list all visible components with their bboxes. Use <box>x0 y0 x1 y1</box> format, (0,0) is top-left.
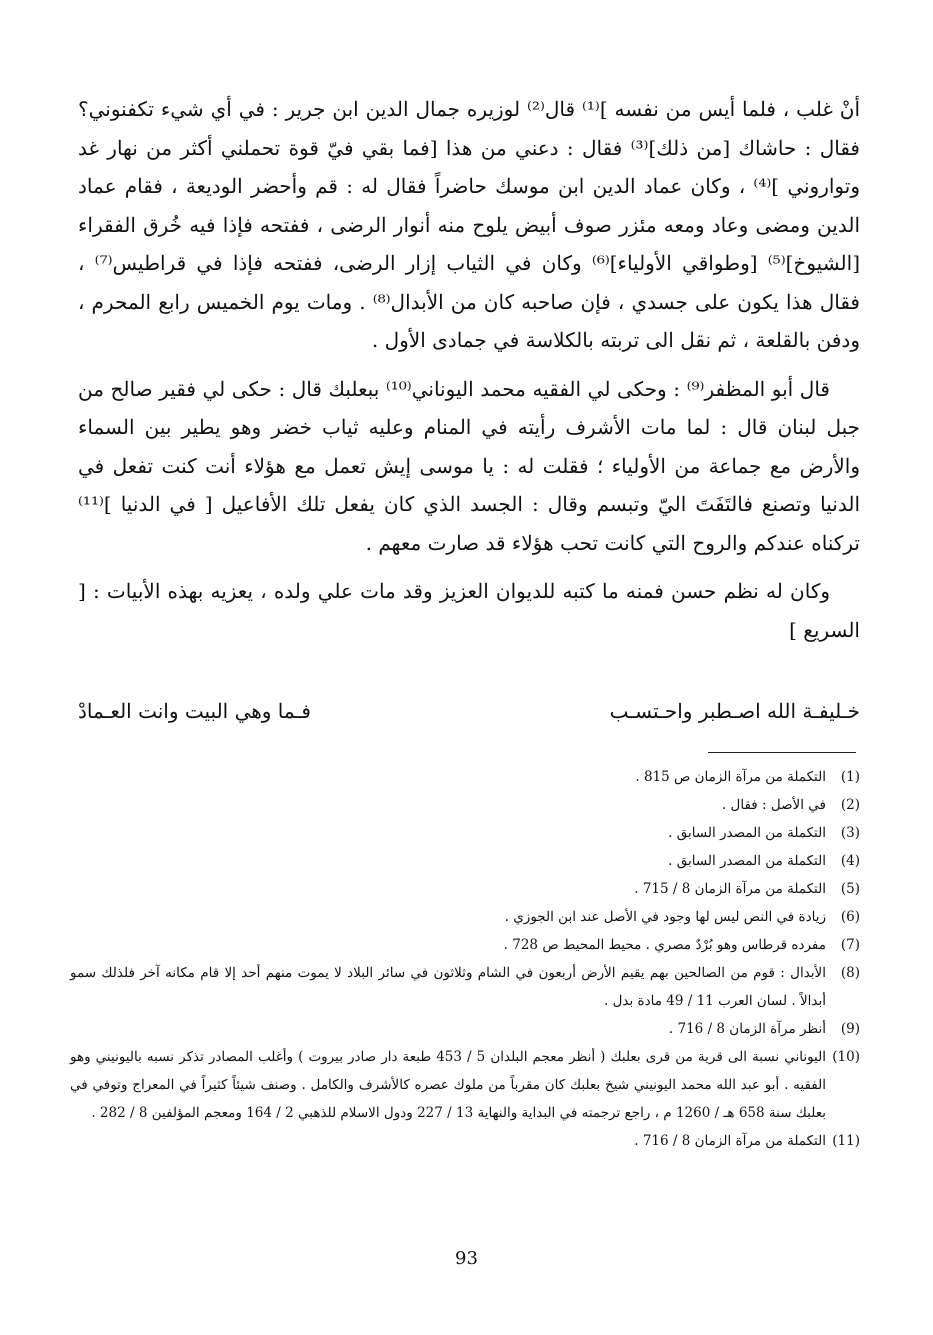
footnote-number: (6) <box>840 909 860 925</box>
page-number: 93 <box>455 1248 478 1269</box>
footnote-separator <box>708 752 856 753</box>
footnote-1 <box>70 763 860 791</box>
paragraph-3: وكان له نظم حسن فمنه ما كتبه للديوان العزيز وقد مات علي ولده ، يعزيه بهذه الأبيات : [ السريع ] <box>78 579 860 642</box>
footnote-text: أنظر مرآة الزمان 8 / 716 . <box>668 1021 826 1037</box>
verse-second-hemistich: فـما وهي البيت وانت العـمادْ <box>78 699 311 723</box>
footnote-number: (7) <box>840 937 860 953</box>
footnote-text: التكملة من المصدر السابق . <box>668 853 826 869</box>
footnote-text: اليوناني نسبة الى قرية من قرى بعلبك ( أنظر معجم البلدان 5 / 453 طبعة دار صادر بيروت ) وأغلب المصادر تذكر نسبه باليونيني وهو الفقيه . أبو عبد الله محمد اليونيني شيخ بعلبك كان مقرباً من ملوك عصره كالأشرف والكامل . وصنف شيئاً كثيراً في المعراج وتوفي في بعلبك سنة 658 هـ / 1260 م ، راجع ترجمته في البداية والنهاية 13 / 227 ودول الاسلام للذهبي 2 / 164 ومعجم المؤلفين 8 / 282 . <box>70 1049 826 1121</box>
footnotes <box>70 763 860 1155</box>
footnote-number: (8) <box>840 965 860 981</box>
footnote-7 <box>70 931 860 959</box>
footnote-5 <box>70 875 860 903</box>
footnote-text: التكملة من مرآة الزمان 8 / 716 . <box>634 1133 826 1149</box>
paragraph-1: أنْ غلب ، فلما أيس من نفسه ]⁽¹⁾ قال⁽²⁾ لوزيره جمال الدين ابن جرير : في أي شيء تكفنوني؟ فقال : حاشاك [من ذلك]⁽³⁾ فقال : دعني من هذا [فما بقي فيّ قوة تحملني أكثر من نهار غد وتواروني ]⁽⁴⁾ ، وكان عماد الدين ابن موسك حاضراً فقال له : قم وأحضر الوديعة ، فقام عماد الدين ومضى وعاد ومعه مئزر صوف أبيض يلوح منه أنوار الرضى ، ففتحه فإذا فيه خُرق الفقراء [الشيوخ]⁽⁵⁾ [وطواقي الأولياء]⁽⁶⁾ وكان في الثياب إزار الرضى، ففتحه فإذا في قراطيس⁽⁷⁾ ، فقال هذا يكون على جسدي ، فإن صاحبه كان من الأبدال⁽⁸⁾ . ومات يوم الخميس رابع المحرم ، ودفن بالقلعة ، ثم نقل الى تربته بالكلاسة في جمادى الأول . <box>78 97 861 352</box>
footnote-text: زيادة في النص ليس لها وجود في الأصل عند ابن الجوزي . <box>504 909 826 925</box>
main-text <box>78 90 860 659</box>
footnote-text: التكملة من مرآة الزمان ص 815 . <box>635 769 826 785</box>
footnote-3 <box>70 819 860 847</box>
footnote-number: (1) <box>840 769 860 785</box>
footnote-10 <box>70 1043 860 1127</box>
footnote-text: الأبدال : قوم من الصالحين بهم يقيم الأرض أربعون في الشام وثلاثون في سائر البلاد لا يموت منهم أحد إلا قام مكانه آخر فلذلك سمو أبدالاً . لسان العرب 11 / 49 مادة بدل . <box>70 965 826 1009</box>
footnote-number: (2) <box>840 797 860 813</box>
footnote-11 <box>70 1127 860 1155</box>
footnote-4 <box>70 847 860 875</box>
footnote-text: في الأصل : فقال . <box>721 797 826 813</box>
footnote-number: (5) <box>840 881 860 897</box>
footnote-text: مفرده قرطاس وهو بُرْدٌ مصري . محيط المحيط ص 728 . <box>503 937 826 953</box>
verse-first-hemistich: خـليفـة الله اصـطبر واحـتسـب <box>609 699 860 723</box>
footnote-number: (11) <box>832 1133 860 1149</box>
footnote-text: التكملة من المصدر السابق . <box>668 825 826 841</box>
footnote-2 <box>70 791 860 819</box>
footnote-number: (4) <box>840 853 860 869</box>
poem-verse <box>78 696 860 726</box>
footnote-number: (9) <box>840 1021 860 1037</box>
footnote-9 <box>70 1015 860 1043</box>
paragraph-2: قال أبو المظفر⁽⁹⁾ : وحكى لي الفقيه محمد اليوناني⁽¹⁰⁾ ببعلبك قال : حكى لي فقير صالح من جبل لبنان قال : لما مات الأشرف رأيته في المنام وعليه ثياب خضر وهو يطير بين السماء والأرض مع جماعة من الأولياء ؛ فقلت له : يا موسى إيش تعمل مع هؤلاء أنت كنت تفعل في الدنيا وتصنع فالتَفَتَ اليّ وتبسم وقال : الجسد الذي كان يفعل تلك الأفاعيل [ في الدنيا ]⁽¹¹⁾ تركناه عندكم والروح التي كانت تحب هؤلاء قد صارت معهم . <box>78 376 860 555</box>
footnote-number: (10) <box>832 1049 860 1065</box>
footnote-8 <box>70 959 860 1015</box>
footnote-text: التكملة من مرآة الزمان 8 / 715 . <box>634 881 826 897</box>
footnote-6 <box>70 903 860 931</box>
footnote-number: (3) <box>840 825 860 841</box>
